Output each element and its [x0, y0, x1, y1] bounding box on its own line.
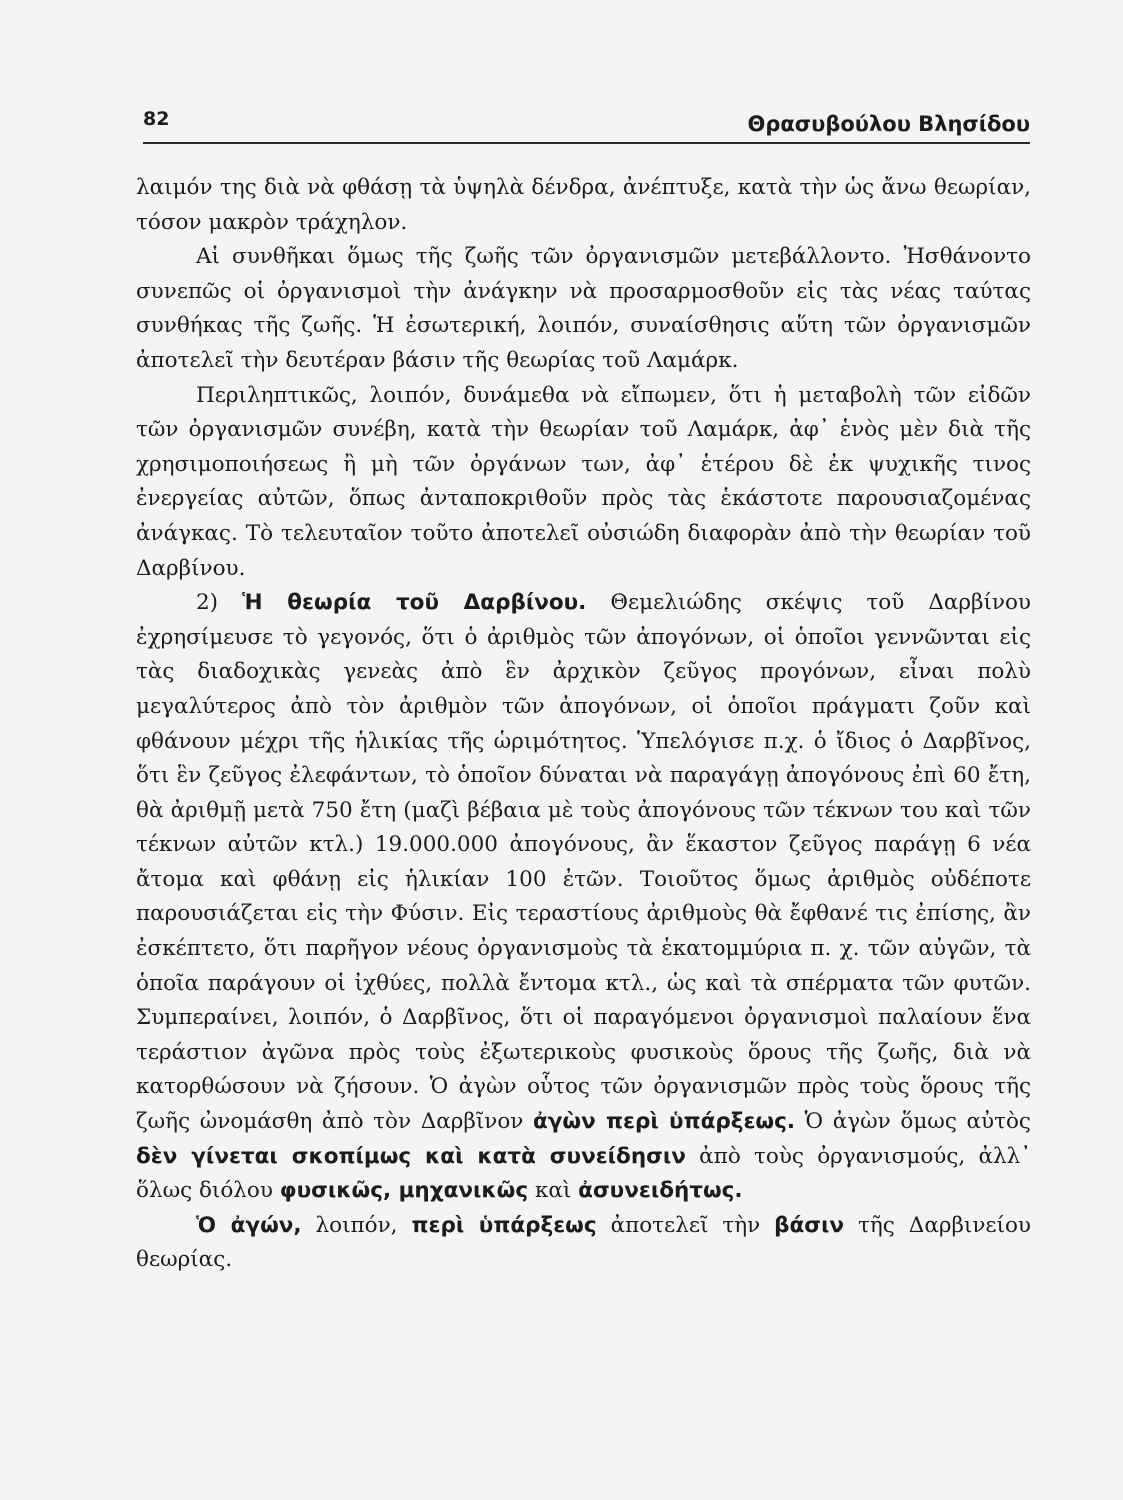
paragraph-1: λαιμόν της διὰ νὰ φθάσῃ τὰ ὑψηλὰ δένδρα, ἀνέπτυξε, κατὰ τὴν ὡς ἄνω θεωρίαν, τόσον μακρὸν τράχηλον. [136, 175, 1031, 235]
paragraph-2: Αἱ συνθῆκαι ὅμως τῆς ζωῆς τῶν ὀργανισμῶν μετεβάλλοντο. Ἠσθάνοντο συνεπῶς οἱ ὀργανισμοὶ τὴν ἀνάγκην νὰ προσαρμοσθοῦν εἰς τὰς νέας ταύτας συνθήκας τῆς ζωῆς. Ἡ ἐσωτερική, λοιπόν, συναίσθησις αὕτη τῶν ὀργανισμῶν ἀποτελεῖ τὴν δευτέραν βάσιν τῆς θεωρίας τοῦ Λαμάρκ. [136, 244, 1031, 373]
paragraph-3: Περιληπτικῶς, λοιπόν, δυνάμεθα νὰ εἴπωμεν, ὅτι ἡ μεταβολὴ τῶν εἰδῶν τῶν ὀργανισμῶν συνέβη, κατὰ τὴν θεωρίαν τοῦ Λαμάρκ, ἀφ᾽ ἑνὸς μὲν διὰ τῆς χρησιμοποιήσεως ἢ μὴ τῶν ὀργάνων των, ἀφ᾽ ἑτέρου δὲ ἐκ ψυχικῆς τινος ἐνεργείας αὐτῶν, ὅπως ἀνταποκριθοῦν πρὸς τὰς ἑκάστοτε παρουσιαζομένας ἀνάγκας. Τὸ τελευταῖον τοῦτο ἀποτελεῖ οὐσιώδη διαφορὰν ἀπὸ τὴν θεωρίαν τοῦ Δαρβίνου. [136, 382, 1031, 581]
running-header [143, 104, 1030, 144]
section-heading: Ἡ θεωρία τοῦ Δαρβίνου. [242, 590, 587, 616]
emphasis-struggle-for-existence: ἀγὼν περὶ ὑπάρξεως. [532, 1109, 796, 1135]
paragraph-5-text-2: ἀποτελεῖ τὴν [610, 1212, 761, 1238]
emphasis-for-existence: περὶ ὑπάρξεως [411, 1212, 597, 1238]
emphasis-not-purposeful: δὲν γίνεται σκοπίμως καὶ κατὰ συνείδησιν [136, 1143, 686, 1169]
page-number: 82 [143, 108, 170, 130]
emphasis-unconscious: ἀσυνειδήτως. [578, 1178, 743, 1204]
paragraph-4 [136, 586, 1031, 1209]
running-title-author: Θρασυβούλου Βλησίδου [747, 112, 1030, 136]
paragraph-4-text-3: ἀπὸ τοὺς ὀργανισμούς, ἀλλ᾽ ὅλως διόλου [136, 1143, 1031, 1204]
body-text [136, 171, 1031, 1278]
section-number: 2) [196, 590, 219, 616]
emphasis-the-struggle: Ὁ ἀγών, [196, 1212, 302, 1238]
emphasis-natural-mechanical: φυσικῶς, μηχανικῶς [279, 1178, 529, 1204]
paragraph-5-text-3: τῆς Δαρβινείου θεωρίας. [136, 1212, 1031, 1273]
paragraph-4-text-2: Ὁ ἀγὼν ὅμως αὐτὸς [804, 1109, 1031, 1135]
paragraph-4-text-4: καὶ [534, 1178, 572, 1204]
paragraph-5 [136, 1209, 1031, 1278]
paragraph-5-text-1: λοιπόν, [315, 1212, 398, 1238]
emphasis-basis: βάσιν [774, 1212, 845, 1238]
paragraph-4-text-1: Θεμελιώδης σκέψις τοῦ Δαρβίνου ἐχρησίμευσε τὸ γεγονός, ὅτι ὁ ἀριθμὸς τῶν ἀπογόνων, οἱ ὁποῖοι γεννῶνται εἰς τὰς διαδοχικὰς γενεὰς ἀπὸ ἓν ἀρχικὸν ζεῦγος προγόνων, εἶναι πολὺ μεγαλύτερος ἀπὸ τὸν ἀριθμὸν τῶν ἀπογόνων, οἱ ὁποῖοι πράγματι ζοῦν καὶ φθάνουν μέχρι τῆς ἡλικίας τῆς ὡριμότητος. Ὑπελόγισε π.χ. ὁ ἴδιος ὁ Δαρβῖνος, ὅτι ἓν ζεῦγος ἐλεφάντων, τὸ ὁποῖον δύναται νὰ παραγάγῃ ἀπογόνους ἐπὶ 60 ἔτη, θὰ ἀριθμῇ μετὰ 750 ἔτη (μαζὶ βέβαια μὲ τοὺς ἀπογόνους τῶν τέκνων του καὶ τῶν τέκνων αὐτῶν κτλ.) 19.000.000 ἀπογόνους, ἂν ἕκαστον ζεῦγος παράγῃ 6 νέα ἄτομα καὶ φθάνῃ εἰς ἡλικίαν 100 ἐτῶν. Τοιοῦτος ὅμως ἀριθμὸς οὐδέποτε παρουσιάζεται εἰς τὴν Φύσιν. Εἰς τεραστίους ἀριθμοὺς θὰ ἔφθανέ τις ἐπίσης, ἂν ἐσκέπτετο, ὅτι παρῆγον νέους ὀργανισμοὺς τὰ ἑκατομμύρια π. χ. τῶν αὐγῶν, τὰ ὁποῖα παράγουν οἱ ἰχθύες, πολλὰ ἔντομα κτλ., ὡς καὶ τὰ σπέρματα τῶν φυτῶν. Συμπεραίνει, λοιπόν, ὁ Δαρβῖνος, ὅτι οἱ παραγόμενοι ὀργανισμοὶ παλαίουν ἕνα τεράστιον ἀγῶνα πρὸς τοὺς ἐξωτερικοὺς φυσικοὺς ὅρους τῆς ζωῆς, διὰ νὰ κατορθώσουν νὰ ζήσουν. Ὁ ἀγὼν οὗτος τῶν ὀργανισμῶν πρὸς τοὺς ὅρους τῆς ζωῆς ὠνομάσθη ἀπὸ τὸν Δαρβῖνον [136, 590, 1031, 1135]
